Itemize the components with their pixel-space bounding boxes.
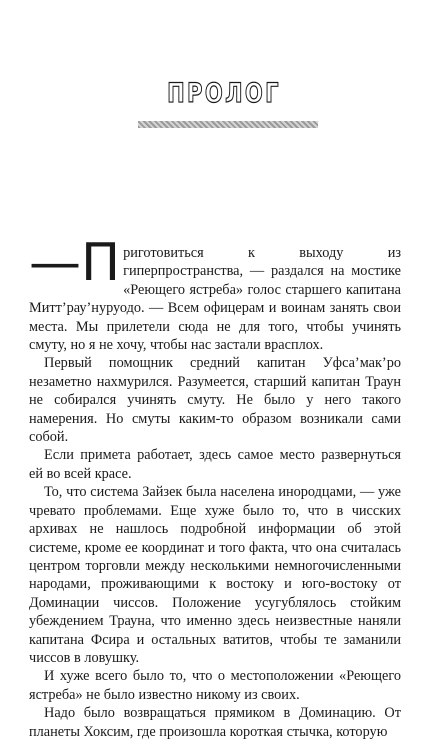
chapter-title: ПРОЛОГ [167, 78, 281, 109]
paragraph-6: Надо было возвращаться прямиком в Доминацию. От планеты Хоксим, где произошла короткая стычка, которую [29, 705, 401, 740]
paragraph-1 [29, 233, 401, 354]
drop-cap: —П [29, 233, 121, 293]
paragraph-2: Первый помощник средний капитан Уфса’мак’ро незаметно нахмурился. Разумеется, старший капитан Траун не собирался учинять смуту. Не было у него такого намерения. Но смуты каким-то образом возникали сами собой. [29, 355, 401, 446]
paragraph-4: То, что система Зайзек была населена инородцами, — уже чревато проблемами. Еще хуже было то, что в чисских архивах не нашлось подробной информации об этой системе, кроме ее координат и того факта, что она считалась центром торговли между несколькими немногочисленными народами, проживающими к востоку и юго-востоку от Доминации чиссов. Положение усугублялось стойким убеждением Трауна, что именно здесь неизвестные наняли капитана Фсира и остальных ватитов, чтобы те заманили чиссов в ловушку. [29, 484, 401, 666]
paragraph-3: Если примета работает, здесь самое место развернуться ей во всей красе. [29, 447, 401, 482]
body-text [29, 233, 401, 741]
paragraph-1-text: риготовиться к выходу из гиперпространства, — раздался на мостике «Реющего ястреба» голос старшего капитана Митт’рау’нуруодо. — Всем офицерам и воинам занять свои места. Мы прилетели сюда не для того, чтобы учинять смуту, но я не хочу, чтобы нас застали врасплох. [29, 245, 401, 354]
paragraph-5: И хуже всего было то, что о местоположении «Реющего ястреба» не было известно никому из своих. [29, 668, 401, 703]
title-underline [138, 121, 318, 128]
